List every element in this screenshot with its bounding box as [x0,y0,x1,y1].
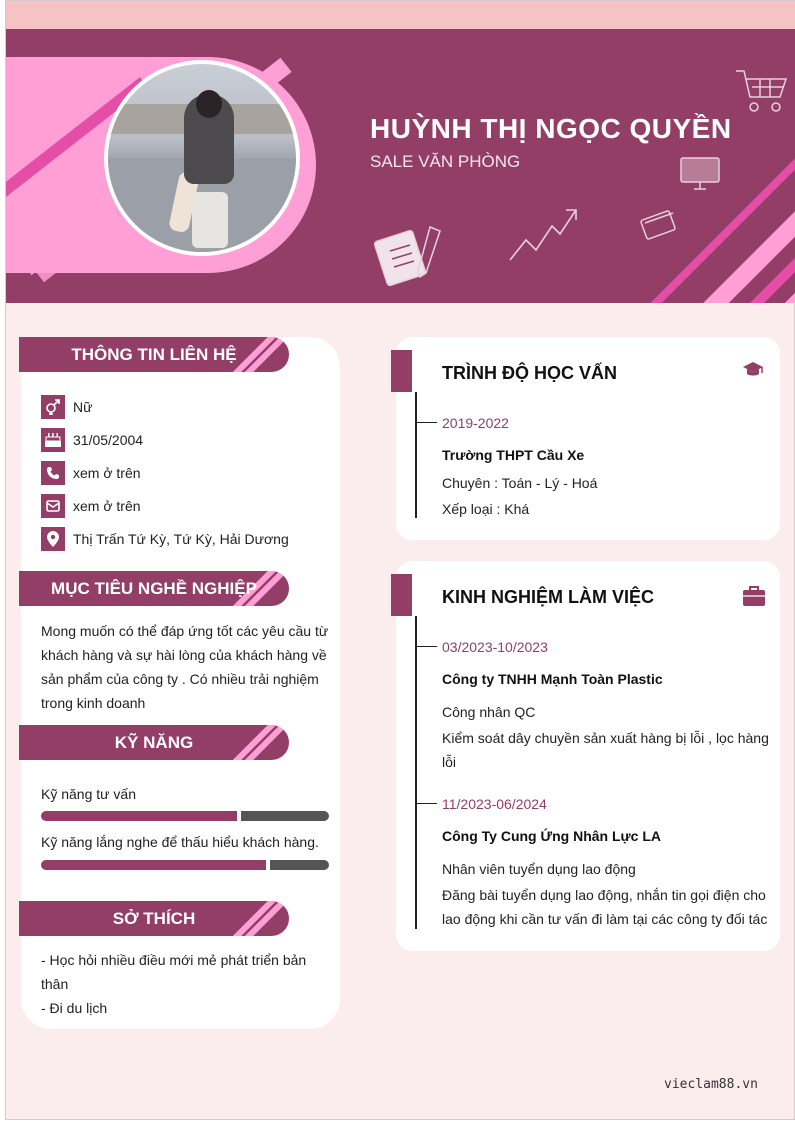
experience-company: Công ty TNHH Mạnh Toàn Plastic [442,671,663,687]
gender-icon [41,395,65,419]
contact-address [41,527,289,551]
phone-icon [41,461,65,485]
experience-role: Nhân viên tuyển dụng lao động [442,861,636,877]
job-title: SALE VĂN PHÒNG [370,152,521,171]
graduation-cap-icon [742,361,764,379]
clipboard-pen-icon [372,221,448,287]
contact-birthday [41,428,143,452]
location-pin-icon [41,527,65,551]
objective-section-title: MỤC TIÊU NGHỀ NGHIỆP [19,571,289,606]
email-icon [41,494,65,518]
objective-text: Mong muốn có thể đáp ứng tốt các yêu cầu từ khách hàng và sự hài lòng của khách hàng về sản phẩm của công ty . Có nhiều trải nghiệm trong kinh doanh [41,623,329,711]
hobby-line: - Đi du lịch [41,1000,108,1016]
experience-role: Công nhân QC [442,704,536,720]
profile-photo [104,60,300,256]
education-detail: Chuyên : Toán - Lý - Hoá [442,475,598,491]
candidate-name: HUỲNH THỊ NGỌC QUYỀN [370,113,732,144]
hobby-line: - Học hỏi nhiều điều mới mẻ phát triển bản thân [41,952,307,992]
skill-label: Kỹ năng lắng nghe để thấu hiểu khách hàng. [41,834,319,850]
education-period: 2019-2022 [442,415,509,431]
contact-gender [41,395,92,419]
contact-gender-text: Nữ [73,399,93,415]
watermark: vieclam88.vn [664,1077,758,1092]
experience-period: 11/2023-06/2024 [442,796,547,812]
monitor-icon [678,155,722,193]
shopping-cart-icon [734,67,790,117]
contact-phone [41,461,141,485]
contact-birthday-text: 31/05/2004 [73,432,144,448]
education-school: Trường THPT Cầu Xe [442,447,585,463]
section-marker [391,350,412,392]
left-column-card [21,337,340,1029]
section-marker [391,574,412,616]
growth-chart-icon [506,204,582,266]
contact-email [41,494,141,518]
experience-period: 03/2023-10/2023 [442,639,548,655]
skill-bar [41,811,329,821]
experience-company: Công Ty Cung Ứng Nhân Lực LA [442,828,662,844]
experience-detail: Kiểm soát dây chuyền sản xuất hàng bị lỗi , lọc hàng lỗi [442,730,769,770]
experience-card [396,561,780,951]
skill-bar [41,860,329,870]
top-strip [6,1,795,29]
birthday-cake-icon [41,428,65,452]
experience-detail: Đăng bài tuyển dụng lao động, nhắn tin gọi điện cho lao động khi cần tư vấn đi làm tại các công ty đối tác [442,887,768,927]
experience-title: KINH NGHIỆM LÀM VIỆC [442,587,655,607]
hobbies-section-title: SỞ THÍCH [19,901,289,936]
skills-section-title: KỸ NĂNG [19,725,289,760]
contact-address-text: Thị Trấn Tứ Kỳ, Tứ Kỳ, Hải Dương [73,531,289,547]
contact-section-title: THÔNG TIN LIÊN HỆ [19,337,289,372]
skill-label: Kỹ năng tư vấn [41,786,136,802]
briefcase-icon [742,585,766,607]
education-title: TRÌNH ĐỘ HỌC VẤN [442,363,617,383]
contact-email-text: xem ở trên [73,498,141,514]
credit-card-icon [639,207,681,243]
header-banner [6,29,795,303]
education-card [396,337,780,540]
contact-phone-text: xem ở trên [73,465,141,481]
education-detail: Xếp loại : Khá [442,501,530,517]
cv-page [5,0,795,1120]
